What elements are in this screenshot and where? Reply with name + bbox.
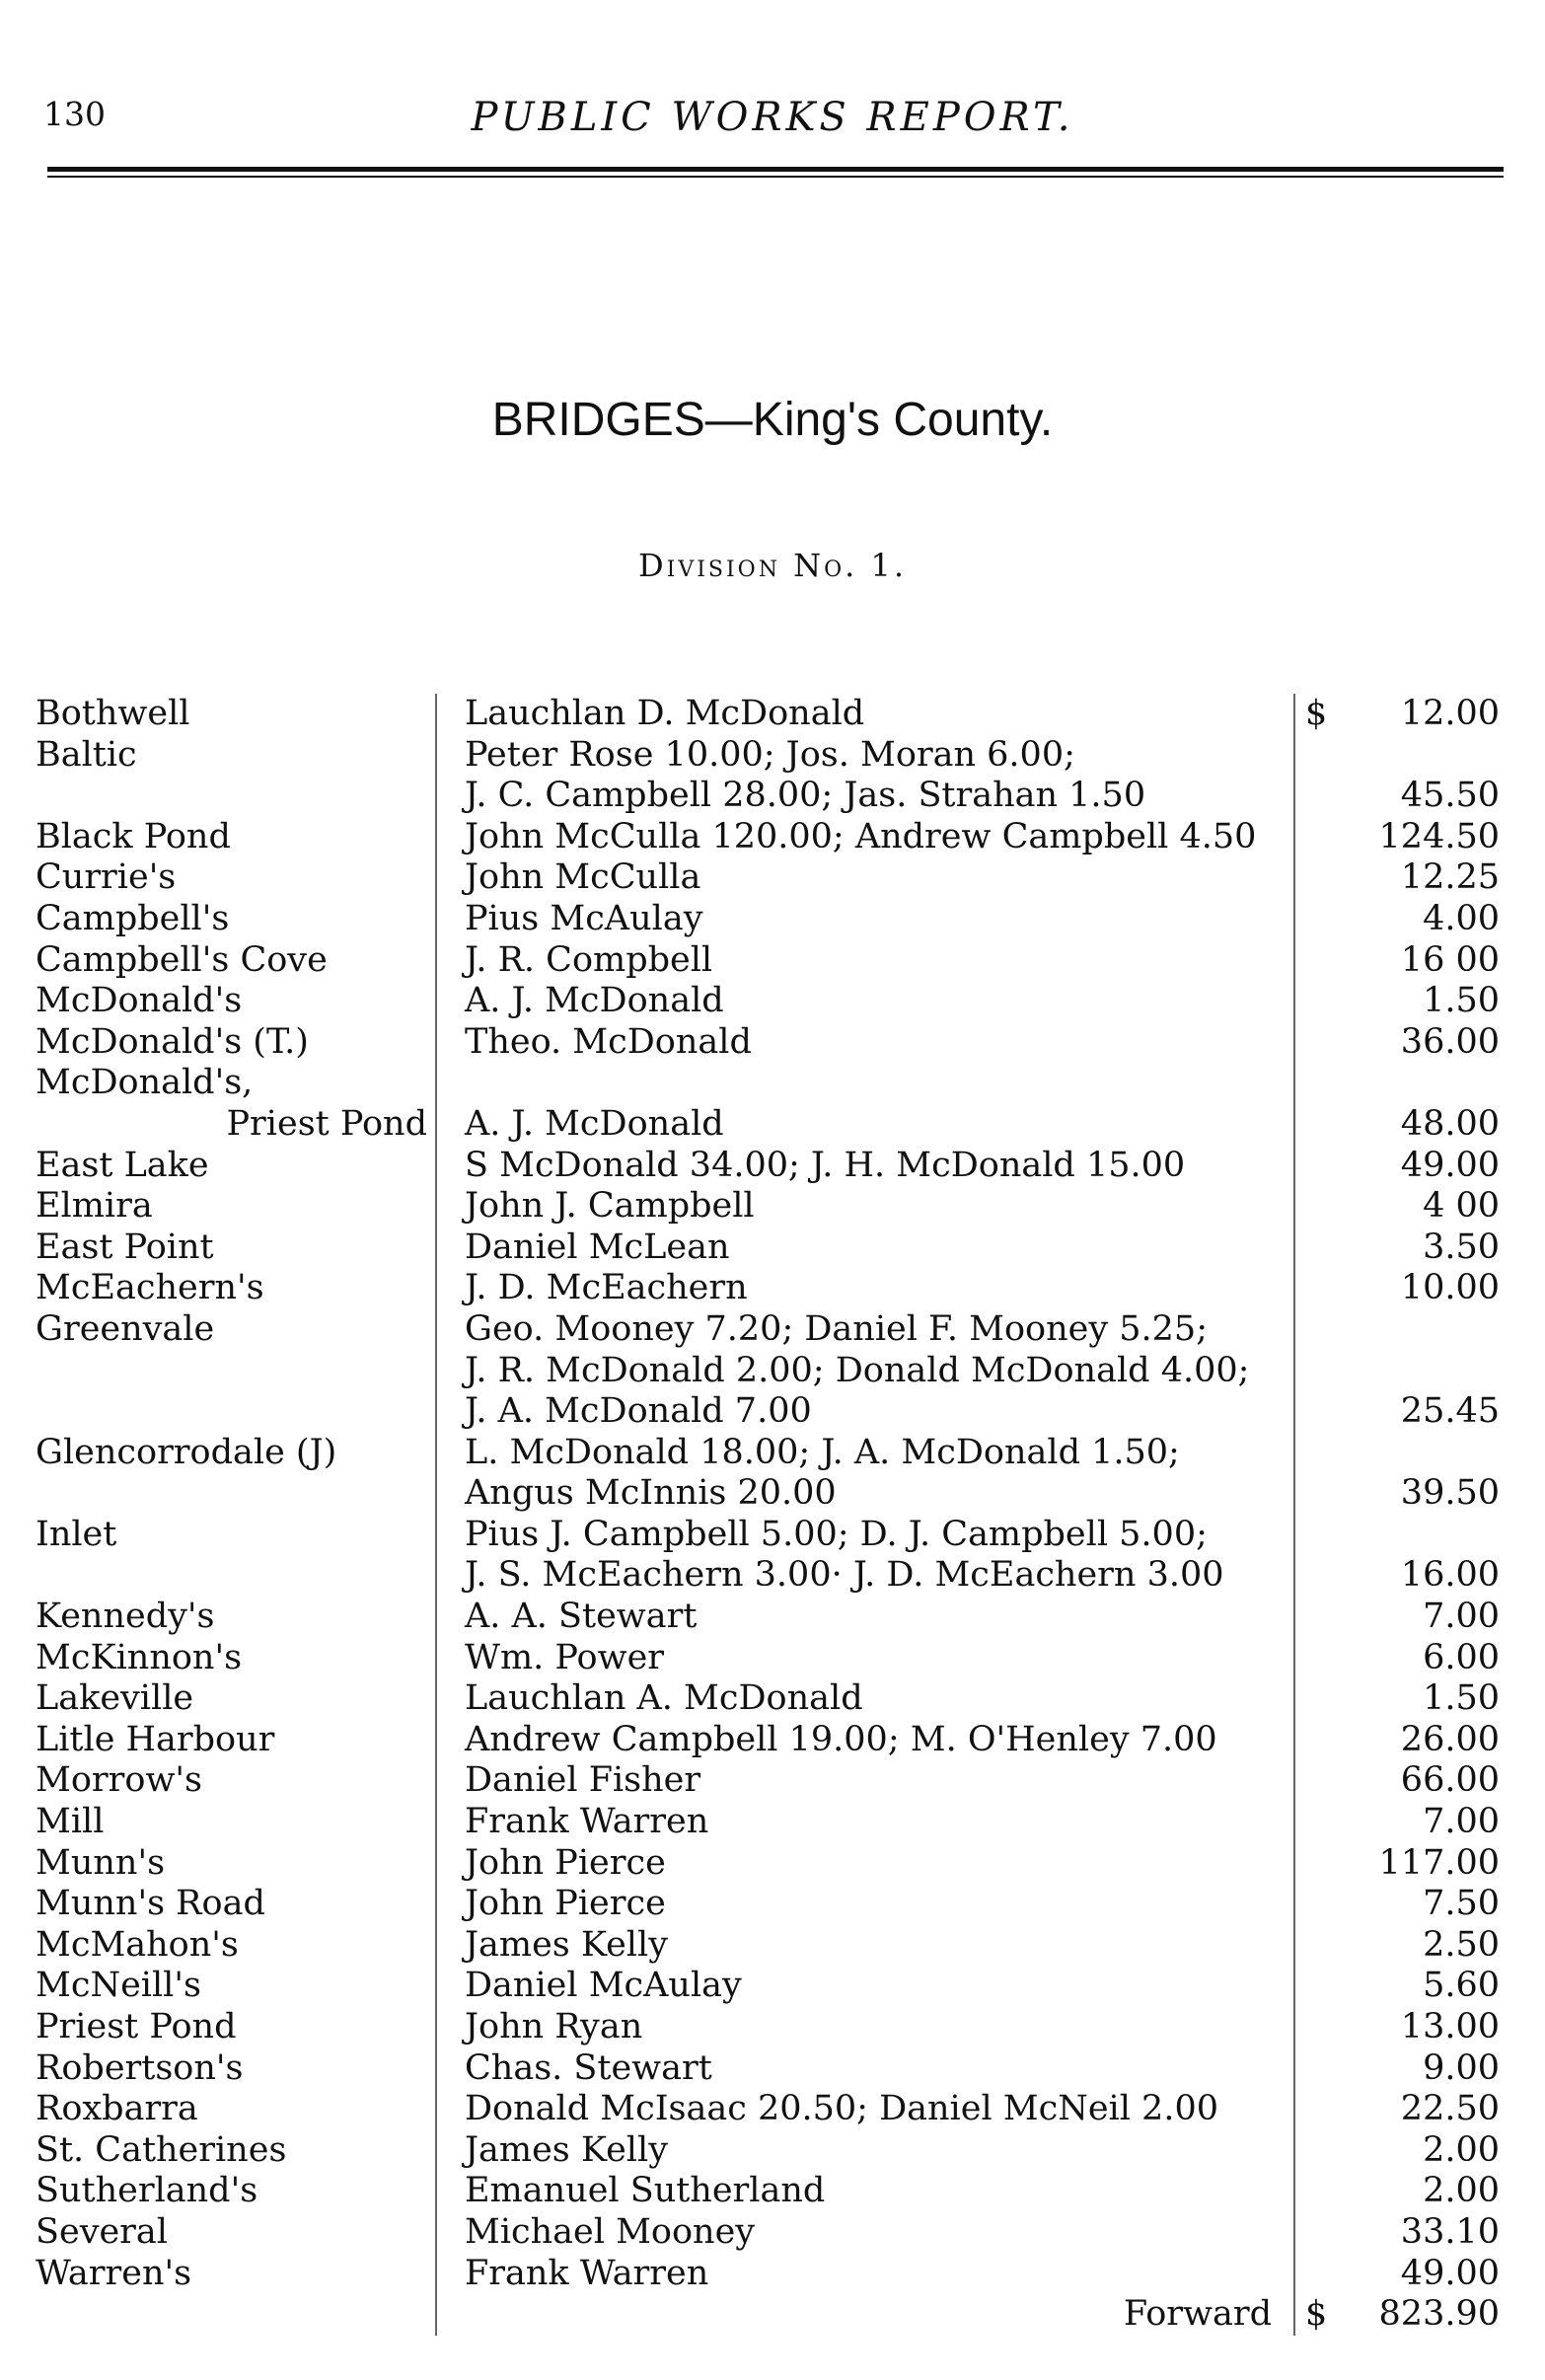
amount: 22.50 [1400,2089,1500,2129]
currency-symbol [1295,1802,1305,1843]
currency-symbol [1295,735,1305,777]
currency-symbol: $ [1305,2294,1328,2335]
table-row [36,1638,1509,1679]
table-row [36,2048,1509,2090]
amount-cell [1293,1391,1509,1433]
bridge-location [36,1555,435,1597]
payee: J. R. Compbell [435,940,1293,982]
payee: Chas. Stewart [435,2048,1293,2090]
table-row [36,1104,1509,1146]
amount: 7.00 [1423,1597,1500,1637]
amount-cell [1293,1186,1509,1227]
payee: J. A. McDonald 7.00 [435,1391,1293,1433]
amount-cell [1293,1720,1509,1761]
amount: 12.25 [1400,857,1500,898]
payee: Andrew Campbell 19.00; M. O'Henley 7.00 [435,1720,1293,1761]
currency-symbol [1295,2089,1305,2130]
currency-symbol [1295,2254,1305,2295]
bridge-location: East Point [36,1227,214,1267]
table-row [36,1597,1509,1638]
amount: 36.00 [1400,1021,1500,1062]
amount-cell [1293,735,1509,777]
currency-symbol [1295,1515,1305,1556]
currency-symbol [1295,1678,1305,1720]
amount-cell [1293,1146,1509,1187]
amount: 16 00 [1400,939,1500,980]
table-row [36,2254,1509,2295]
currency-symbol [1295,1227,1305,1269]
forward-amount-cell [1293,2294,1509,2336]
table-row [36,1433,1509,1474]
currency-symbol [1295,2048,1305,2090]
bridge-location: McEachern's [36,1268,264,1308]
currency-symbol [1295,1473,1305,1515]
currency-symbol [1295,940,1305,982]
table-row [36,1227,1509,1269]
amount: 49.00 [1400,2253,1500,2293]
bridge-location [36,1473,435,1515]
amount: 5.60 [1423,1966,1500,2006]
payee: John Pierce [435,1884,1293,1925]
payee: Angus McInnis 20.00 [435,1473,1293,1515]
amount-cell [1293,940,1509,982]
bridge-location: Black Pond [36,816,231,856]
payee: John Pierce [435,1843,1293,1885]
amount-cell [1293,1473,1509,1515]
amount-cell [1293,899,1509,940]
bridge-location: Morrow's [36,1760,202,1801]
amount-cell [1293,1309,1509,1351]
amount-cell [1293,2212,1509,2254]
bridge-location: Robertson's [36,2047,244,2088]
table-row [36,1966,1509,2007]
amount: 2.00 [1423,2129,1500,2170]
bridge-location: Priest Pond [36,2007,237,2046]
amount-cell [1293,1597,1509,1638]
bridge-location: McDonald's [36,981,243,1021]
amount: 49.00 [1400,1145,1500,1185]
currency-symbol [1295,1884,1305,1925]
amount: 6.00 [1423,1637,1500,1677]
table-row [36,694,1509,735]
bridge-location: Inlet [36,1514,117,1554]
payee: Theo. McDonald [435,1022,1293,1064]
amount: 4 00 [1423,1186,1500,1227]
currency-symbol [1295,2130,1305,2172]
amount-cell [1293,857,1509,899]
payee: Michael Mooney [435,2212,1293,2254]
bridge-location: Lakeville [36,1678,194,1719]
payee: Donald McIsaac 20.50; Daniel McNeil 2.00 [435,2089,1293,2130]
bridge-location: McKinnon's [36,1637,243,1677]
table-row [36,1473,1509,1515]
payee: Daniel Fisher [435,1760,1293,1802]
amount: 124.50 [1378,816,1500,856]
payee: Frank Warren [435,1802,1293,1843]
bridge-location: Elmira [36,1186,153,1227]
payee: James Kelly [435,1925,1293,1967]
table-row [36,1884,1509,1925]
table-row [36,2089,1509,2130]
bridge-location: Greenvale [36,1308,215,1349]
currency-symbol [1295,1351,1305,1392]
currency-symbol [1295,776,1305,817]
payee: Wm. Power [435,1638,1293,1679]
payee: Daniel McLean [435,1227,1293,1269]
bridge-location: Roxbarra [36,2089,198,2129]
page-title: BRIDGES—King's County. [491,394,1054,446]
bridge-location: Glencorrodale (J) [36,1432,337,1472]
table-row [36,2171,1509,2212]
table-row [36,1678,1509,1720]
bridge-location: Munn's [36,1842,166,1883]
table-row [36,1022,1509,1064]
amount: 26.00 [1400,1719,1500,1759]
table-row [36,2212,1509,2254]
currency-symbol [1295,1843,1305,1885]
table-row [36,1309,1509,1351]
currency-symbol [1295,899,1305,940]
forward-label [435,2294,1293,2336]
bridge-location: McDonald's, [36,1063,254,1103]
forward-row [36,2294,1509,2336]
amount: 12.00 [1400,694,1500,733]
payee: John Ryan [435,2007,1293,2048]
payee: John J. Campbell [435,1186,1293,1227]
amount-cell [1293,1555,1509,1597]
currency-symbol [1295,1022,1305,1064]
amount-cell [1293,1802,1509,1843]
forward-label-text: Forward [1123,2294,1272,2335]
amount: 25.45 [1400,1391,1500,1432]
table-row [36,776,1509,817]
amount-cell [1293,1268,1509,1309]
payee: Pius McAulay [435,899,1293,940]
currency-symbol [1295,2007,1305,2048]
header-rule-thin [47,176,1504,178]
amount: 7.00 [1423,1802,1500,1842]
currency-symbol [1295,2212,1305,2254]
table-row [36,1063,1509,1104]
amount-cell [1293,1104,1509,1146]
currency-symbol [1295,1966,1305,2007]
amount: 2.50 [1423,1924,1500,1965]
bridge-location: Mill [36,1802,105,1842]
payee: Emanuel Sutherland [435,2171,1293,2212]
amount-cell [1293,1760,1509,1802]
amount-cell [1293,1022,1509,1064]
amount-cell [1293,1966,1509,2007]
currency-symbol [1295,981,1305,1022]
payee: A. J. McDonald [435,981,1293,1022]
forward-spacer [36,2294,435,2336]
amount-cell [1293,2171,1509,2212]
amount-cell [1293,1678,1509,1720]
amount: 66.00 [1400,1760,1500,1801]
bridge-location [36,776,435,817]
currency-symbol [1295,1925,1305,1967]
amount-cell [1293,1884,1509,1925]
amount-cell [1293,1351,1509,1392]
bridge-location: McNeill's [36,1966,201,2006]
amount: 117.00 [1378,1842,1500,1883]
amount-cell [1293,2007,1509,2048]
bridge-location: Bothwell [36,694,190,733]
bridge-location [36,1391,435,1433]
payee: John McCulla [435,857,1293,899]
amount: 4.00 [1423,898,1500,938]
amount-cell [1293,694,1509,735]
currency-symbol [1295,1760,1305,1802]
payee [435,1063,1293,1104]
payee: Lauchlan A. McDonald [435,1678,1293,1720]
amount-cell [1293,2048,1509,2090]
payee: Frank Warren [435,2254,1293,2295]
amount-cell [1293,1638,1509,1679]
currency-symbol [1295,1268,1305,1309]
bridge-location: East Lake [36,1145,209,1185]
amount-cell [1293,817,1509,858]
amount-cell [1293,1227,1509,1269]
amount: 7.50 [1423,1884,1500,1924]
currency-symbol [1295,1063,1305,1104]
payee: Daniel McAulay [435,1966,1293,2007]
bridge-location: Baltic [36,734,137,775]
payee: A. J. McDonald [435,1104,1293,1146]
amount-cell [1293,2254,1509,2295]
payee: A. A. Stewart [435,1597,1293,1638]
currency-symbol [1295,1638,1305,1679]
amount: 10.00 [1400,1268,1500,1308]
table-row [36,1268,1509,1309]
page-number: 130 [43,95,106,133]
amount: 48.00 [1400,1103,1500,1144]
table-row [36,1351,1509,1392]
currency-symbol [1295,1391,1305,1433]
table-row [36,1146,1509,1187]
table-row [36,1555,1509,1597]
table-row [36,981,1509,1022]
currency-symbol [1295,857,1305,899]
table-row [36,1186,1509,1227]
amount: 16.00 [1400,1555,1500,1596]
currency-symbol [1295,1309,1305,1351]
bridge-location: Sutherland's [36,2171,258,2211]
bridge-location: Several [36,2211,168,2252]
currency-symbol: $ [1305,694,1328,733]
table-row [36,1843,1509,1885]
bridge-location: McDonald's (T.) [36,1021,309,1062]
currency-symbol [1295,2171,1305,2212]
payee: John McCulla 120.00; Andrew Campbell 4.50 [435,817,1293,858]
amount-cell [1293,1515,1509,1556]
header-rule [47,167,1504,172]
table-row [36,857,1509,899]
table-row [36,1720,1509,1761]
amount: 3.50 [1423,1227,1500,1267]
payee: Lauchlan D. McDonald [435,694,1293,735]
amount: 45.50 [1400,776,1500,816]
currency-symbol [1295,1720,1305,1761]
bridge-location: McMahon's [36,1924,239,1965]
table-row [36,940,1509,982]
running-head: PUBLIC WORKS REPORT. [471,95,1074,140]
division-heading: Division No. 1. [637,547,908,584]
bridge-location: Currie's [36,857,177,898]
amount: 1.50 [1423,981,1500,1021]
amount-cell [1293,981,1509,1022]
payee: J. R. McDonald 2.00; Donald McDonald 4.00; [435,1351,1293,1392]
table-row [36,735,1509,777]
currency-symbol [1295,1104,1305,1146]
amount: 13.00 [1400,2007,1500,2046]
amount: 2.00 [1423,2171,1500,2211]
currency-symbol [1295,1555,1305,1597]
amount-cell [1293,2130,1509,2172]
currency-symbol [1295,817,1305,858]
table-row [36,1925,1509,1967]
bridge-location: Kennedy's [36,1597,215,1637]
payee: Geo. Mooney 7.20; Daniel F. Mooney 5.25; [435,1309,1293,1351]
table-row [36,1802,1509,1843]
bridge-location: St. Catherines [36,2129,287,2170]
amount-cell [1293,1433,1509,1474]
amount: 9.00 [1423,2047,1500,2088]
amount-cell [1293,2089,1509,2130]
bridge-location: Campbell's Cove [36,939,328,980]
payee: Pius J. Campbell 5.00; D. J. Campbell 5.00; [435,1515,1293,1556]
amount: 39.50 [1400,1473,1500,1514]
forward-amount: 823.90 [1378,2294,1500,2335]
table-row [36,1515,1509,1556]
bridges-table [36,694,1509,2336]
table-row [36,817,1509,858]
bridge-location: Warren's [36,2253,192,2293]
table-row [36,899,1509,940]
table-row [36,2007,1509,2048]
payee: J. D. McEachern [435,1268,1293,1309]
payee: L. McDonald 18.00; J. A. McDonald 1.50; [435,1433,1293,1474]
bridge-location [36,1351,435,1392]
currency-symbol [1295,1146,1305,1187]
table-row [36,2130,1509,2172]
amount-cell [1293,1843,1509,1885]
amount-cell [1293,776,1509,817]
amount-cell [1293,1925,1509,1967]
currency-symbol [1295,1433,1305,1474]
table-row [36,1760,1509,1802]
payee: James Kelly [435,2130,1293,2172]
bridge-location: Campbell's [36,898,230,938]
currency-symbol [1295,1597,1305,1638]
payee: J. C. Campbell 28.00; Jas. Strahan 1.50 [435,776,1293,817]
amount: 33.10 [1400,2211,1500,2252]
table-row [36,1391,1509,1433]
currency-symbol [1295,1186,1305,1227]
bridge-location: Priest Pond [226,1103,427,1144]
payee: S McDonald 34.00; J. H. McDonald 15.00 [435,1146,1293,1187]
amount-cell [1293,1063,1509,1104]
bridge-location: Litle Harbour [36,1719,275,1759]
amount: 1.50 [1423,1678,1500,1719]
bridge-location: Munn's Road [36,1884,265,1924]
payee: J. S. McEachern 3.00· J. D. McEachern 3.00 [435,1555,1293,1597]
payee: Peter Rose 10.00; Jos. Moran 6.00; [435,735,1293,777]
